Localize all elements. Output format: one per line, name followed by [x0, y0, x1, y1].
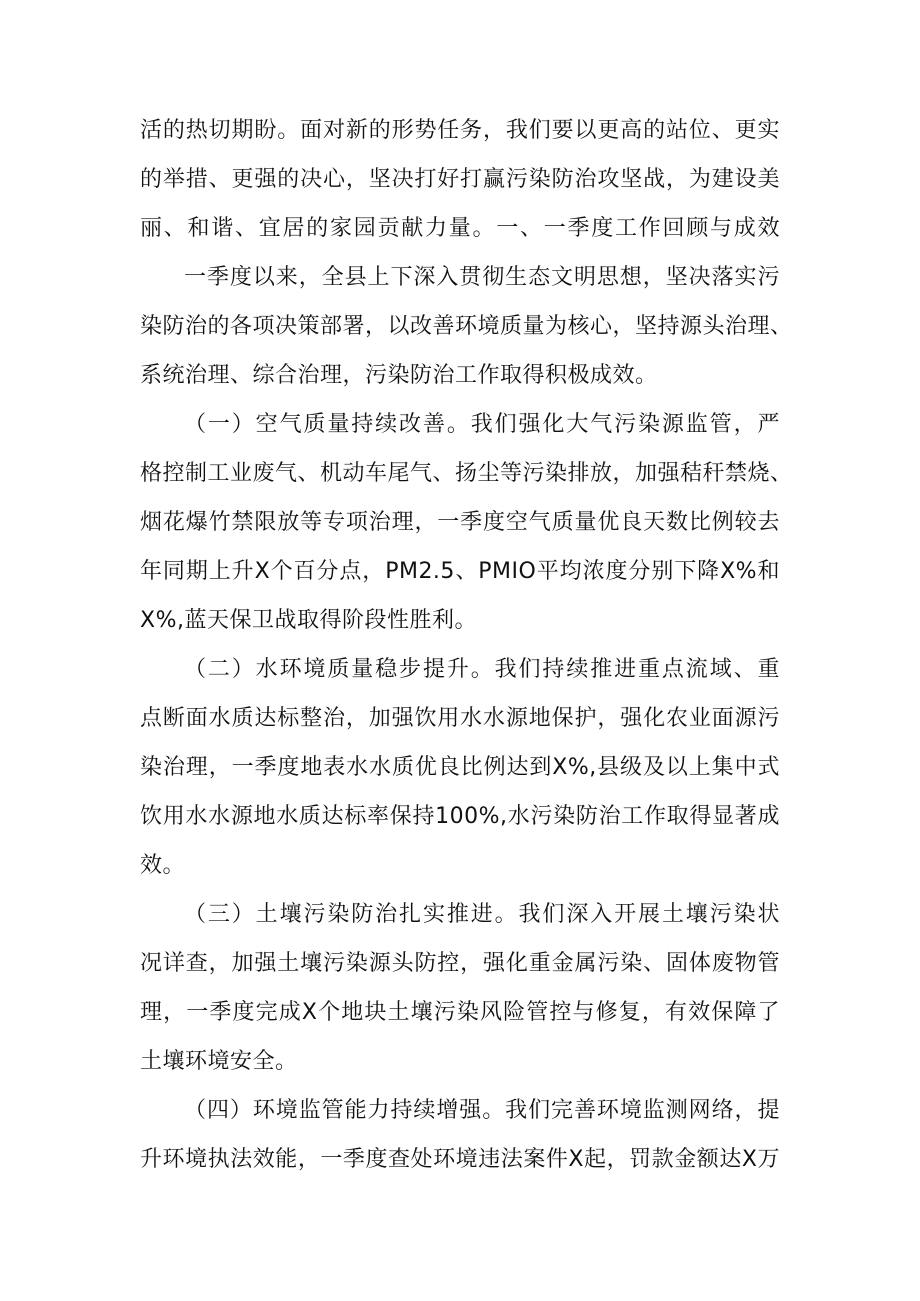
text-line: 点断面水质达标整治，加强饮用水水源地保护，强化农业面源污 — [140, 706, 780, 731]
text-line: 染防治的各项决策部署，以改善环境质量为核心，坚持源头治理、 — [140, 314, 793, 339]
text-line: 格控制工业废气、机动车尾气、扬尘等污染排放，加强秸秆禁烧、 — [140, 461, 793, 486]
text-line: 况详查，加强土壤污染源头防控，强化重金属污染、固体废物管 — [140, 951, 780, 976]
text-line: 理，一季度完成X个地块土壤污染风险管控与修复，有效保障了 — [140, 1000, 780, 1025]
text-line: 升环境执法效能，一季度查处环境违法案件X起，罚款金额达X万 — [140, 1147, 780, 1172]
text-line: 活的热切期盼。面对新的形势任务，我们要以更高的站位、更实 — [140, 118, 780, 143]
text-line: 烟花爆竹禁限放等专项治理，一季度空气质量优良天数比例较去 — [140, 510, 780, 535]
text-line: 的举措、更强的决心，坚决打好打赢污染防治攻坚战，为建设美 — [140, 167, 780, 192]
text-line: 饮用水水源地水质达标率保持100%,水污染防治工作取得显著成 — [140, 804, 780, 829]
text-line: 丽、和谐、宜居的家园贡献力量。一、一季度工作回顾与成效 — [140, 216, 780, 241]
section-heading-line: （四）环境监管能力持续增强。我们完善环境监测网络，提 — [184, 1098, 780, 1123]
paragraph-first-line: 一季度以来，全县上下深入贯彻生态文明思想，坚决落实污 — [184, 265, 780, 290]
section-heading-line: （三）土壤污染防治扎实推进。我们深入开展土壤污染状 — [184, 902, 780, 927]
text-line: 效。 — [140, 853, 186, 878]
section-heading-line: （二）水环境质量稳步提升。我们持续推进重点流域、重 — [184, 657, 780, 682]
text-line: 土壤环境安全。 — [140, 1049, 298, 1074]
text-line: 系统治理、综合治理，污染防治工作取得积极成效。 — [140, 363, 658, 388]
section-heading-line: （一）空气质量持续改善。我们强化大气污染源监管，严 — [184, 412, 780, 437]
text-line: 年同期上升X个百分点，PM2.5、PMIO平均浓度分别下降X%和 — [140, 559, 780, 584]
text-line: X%,蓝天保卫战取得阶段性胜利。 — [140, 608, 477, 633]
text-line: 染治理，一季度地表水水质优良比例达到X%,县级及以上集中式 — [140, 755, 780, 780]
